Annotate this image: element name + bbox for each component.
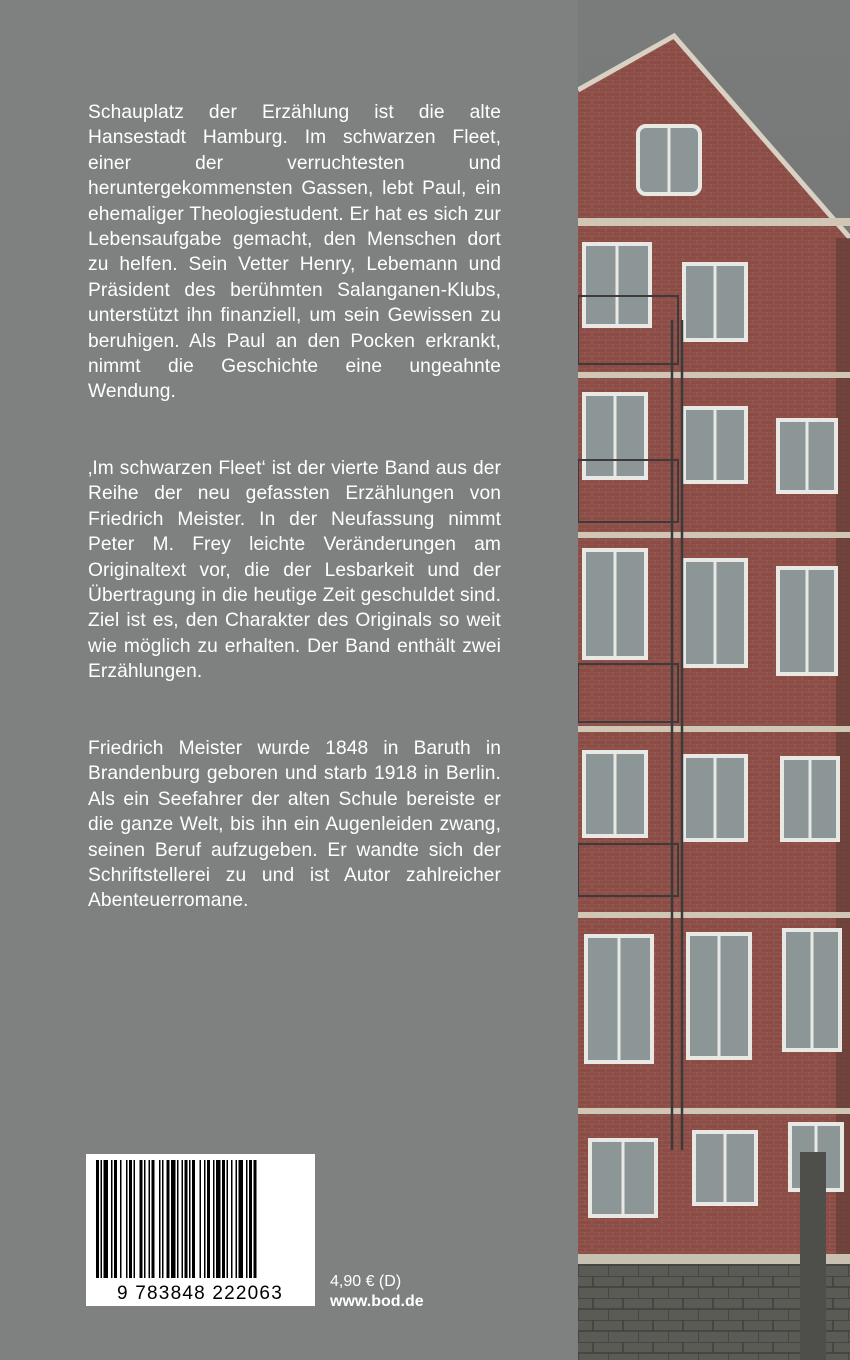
synopsis-text: Schauplatz der Erzählung ist die alte Hansestadt Hamburg. Im schwarzen Fleet, einer der verruchtesten und heruntergekommensten Gassen, lebt Paul, ein ehemaliger Theologiestudent. Er hat es sich zur Lebensaufgabe gemacht, den Menschen dort zu helfen. Sein Vetter Henry, Lebemann und Präsident des berühmten Salanganen-Klubs, unterstützt ihn finanziell, um sein Gewissen zu beruhigen. Als Paul an den Pocken erkrankt, nimmt die Geschichte eine ungeahnte Wendung. [88,102,501,403]
isbn-digits: 9 783848 222063 [117,1283,283,1304]
publisher-url: www.bod.de [330,1293,424,1310]
series-text: ‚Im schwarzen Fleet‘ ist der vierte Band aus der Reihe der neu gefassten Erzählungen von Friedrich Meister. In der Neufassung nimmt Peter M. Frey leichte Veränderungen am Originaltext vor, die der Lesbarkeit und der Übertragung in die heutige Zeit geschuldet sind. Ziel ist es, den Charakter des Originals so weit wie möglich zu erhalten. Der Band enthält zwei Erzählungen. [88,458,501,683]
author-paragraph [88,736,501,914]
price-label: 4,90 € (D) [330,1273,402,1290]
series-paragraph [88,456,501,685]
synopsis-paragraph [88,100,501,405]
brick-building-photo [578,0,850,1360]
barcode-icon [86,1154,315,1306]
author-text: Friedrich Meister wurde 1848 in Baruth in Brandenburg geboren und starb 1918 in Berlin. Als ein Seefahrer der alten Schule bereiste er die ganze Welt, bis ihn ein Augenleiden zwang, seinen Beruf aufzugeben. Er wandte sich der Schriftstellerei zu und ist Autor zahlreicher Abenteuerromane. [88,738,501,912]
isbn-barcode [86,1154,315,1306]
